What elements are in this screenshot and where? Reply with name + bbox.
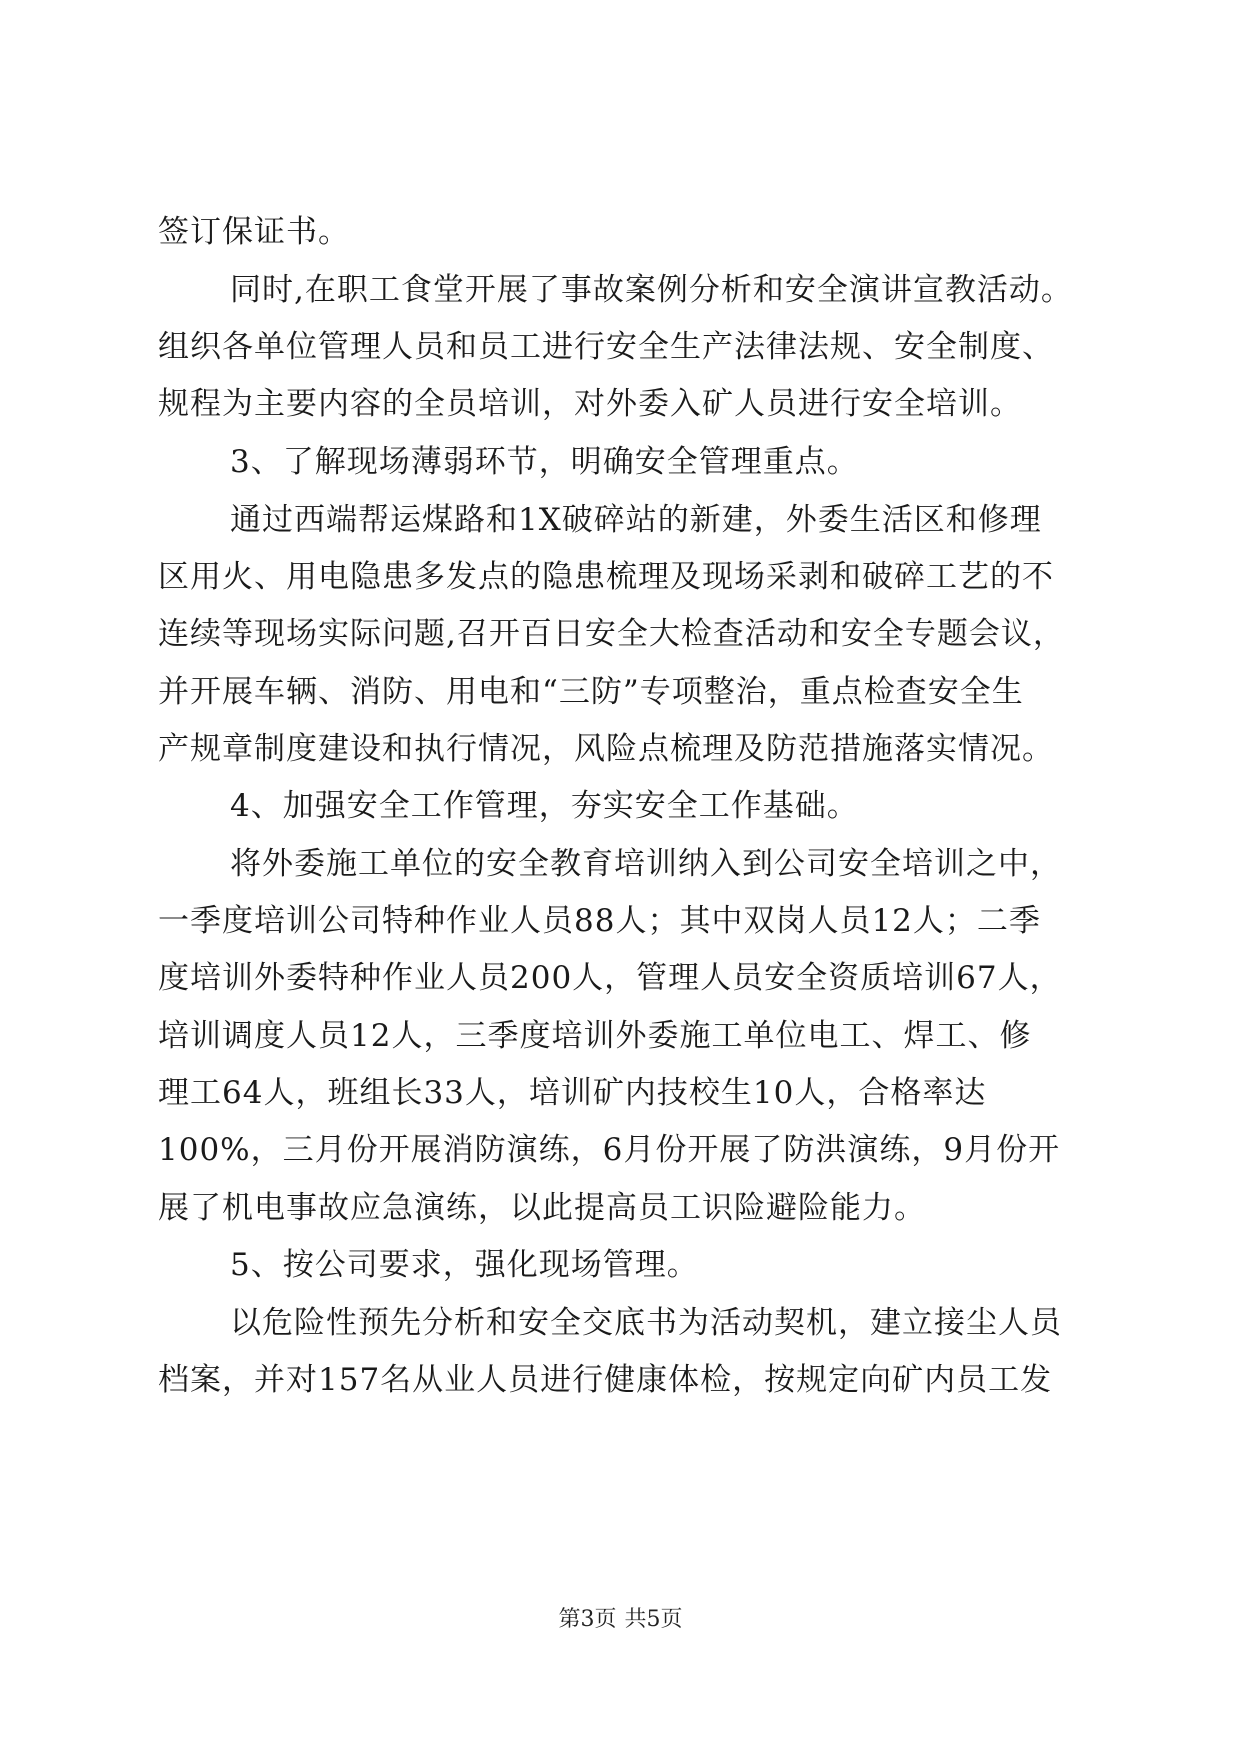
text-line-7: 区用火、用电隐患多发点的隐患梳理及现场采剥和破碎工艺的不 xyxy=(158,559,1054,595)
text-line-5: 3、了解现场薄弱环节，明确安全管理重点。 xyxy=(230,444,859,480)
page-footer xyxy=(0,1605,1241,1635)
page-total: 共5页 xyxy=(624,1607,683,1632)
text-line-21: 档案，并对157名从业人员进行健康体检，按规定向矿内员工发 xyxy=(158,1362,1053,1398)
text-line-1: 签订保证书。 xyxy=(158,214,350,250)
text-line-19: 5、按公司要求，强化现场管理。 xyxy=(230,1247,699,1283)
text-line-3: 组织各单位管理人员和员工进行安全生产法律法规、安全制度、 xyxy=(158,329,1054,365)
text-line-14: 度培训外委特种作业人员200人，管理人员安全资质培训67人， xyxy=(158,960,1062,996)
text-line-20: 以危险性预先分析和安全交底书为活动契机，建立接尘人员 xyxy=(230,1305,1062,1341)
text-line-13: 一季度培训公司特种作业人员88人；其中双岗人员12人；二季 xyxy=(158,903,1041,939)
text-line-18: 展了机电事故应急演练，以此提高员工识险避险能力。 xyxy=(158,1190,926,1226)
text-line-11: 4、加强安全工作管理，夯实安全工作基础。 xyxy=(230,788,859,824)
text-line-9: 并开展车辆、消防、用电和“三防”专项整治，重点检查安全生 xyxy=(158,674,1024,710)
text-line-15: 培训调度人员12人，三季度培训外委施工单位电工、焊工、修 xyxy=(158,1018,1032,1054)
text-line-17: 100%，三月份开展消防演练，6月份开展了防洪演练，9月份开 xyxy=(158,1132,1061,1168)
text-line-12: 将外委施工单位的安全教育培训纳入到公司安全培训之中， xyxy=(230,846,1062,882)
text-line-2: 同时,在职工食堂开展了事故案例分析和安全演讲宣教活动。 xyxy=(230,272,1073,308)
text-line-4: 规程为主要内容的全员培训，对外委入矿人员进行安全培训。 xyxy=(158,386,1022,422)
text-line-16: 理工64人，班组长33人，培训矿内技校生10人，合格率达 xyxy=(158,1075,987,1111)
text-line-8: 连续等现场实际问题,召开百日安全大检查活动和安全专题会议， xyxy=(158,616,1065,652)
text-line-6: 通过西端帮运煤路和1X破碎站的新建，外委生活区和修理 xyxy=(230,502,1042,538)
text-line-10: 产规章制度建设和执行情况，风险点梳理及防范措施落实情况。 xyxy=(158,731,1054,767)
page-number: 第3页 xyxy=(558,1607,617,1632)
